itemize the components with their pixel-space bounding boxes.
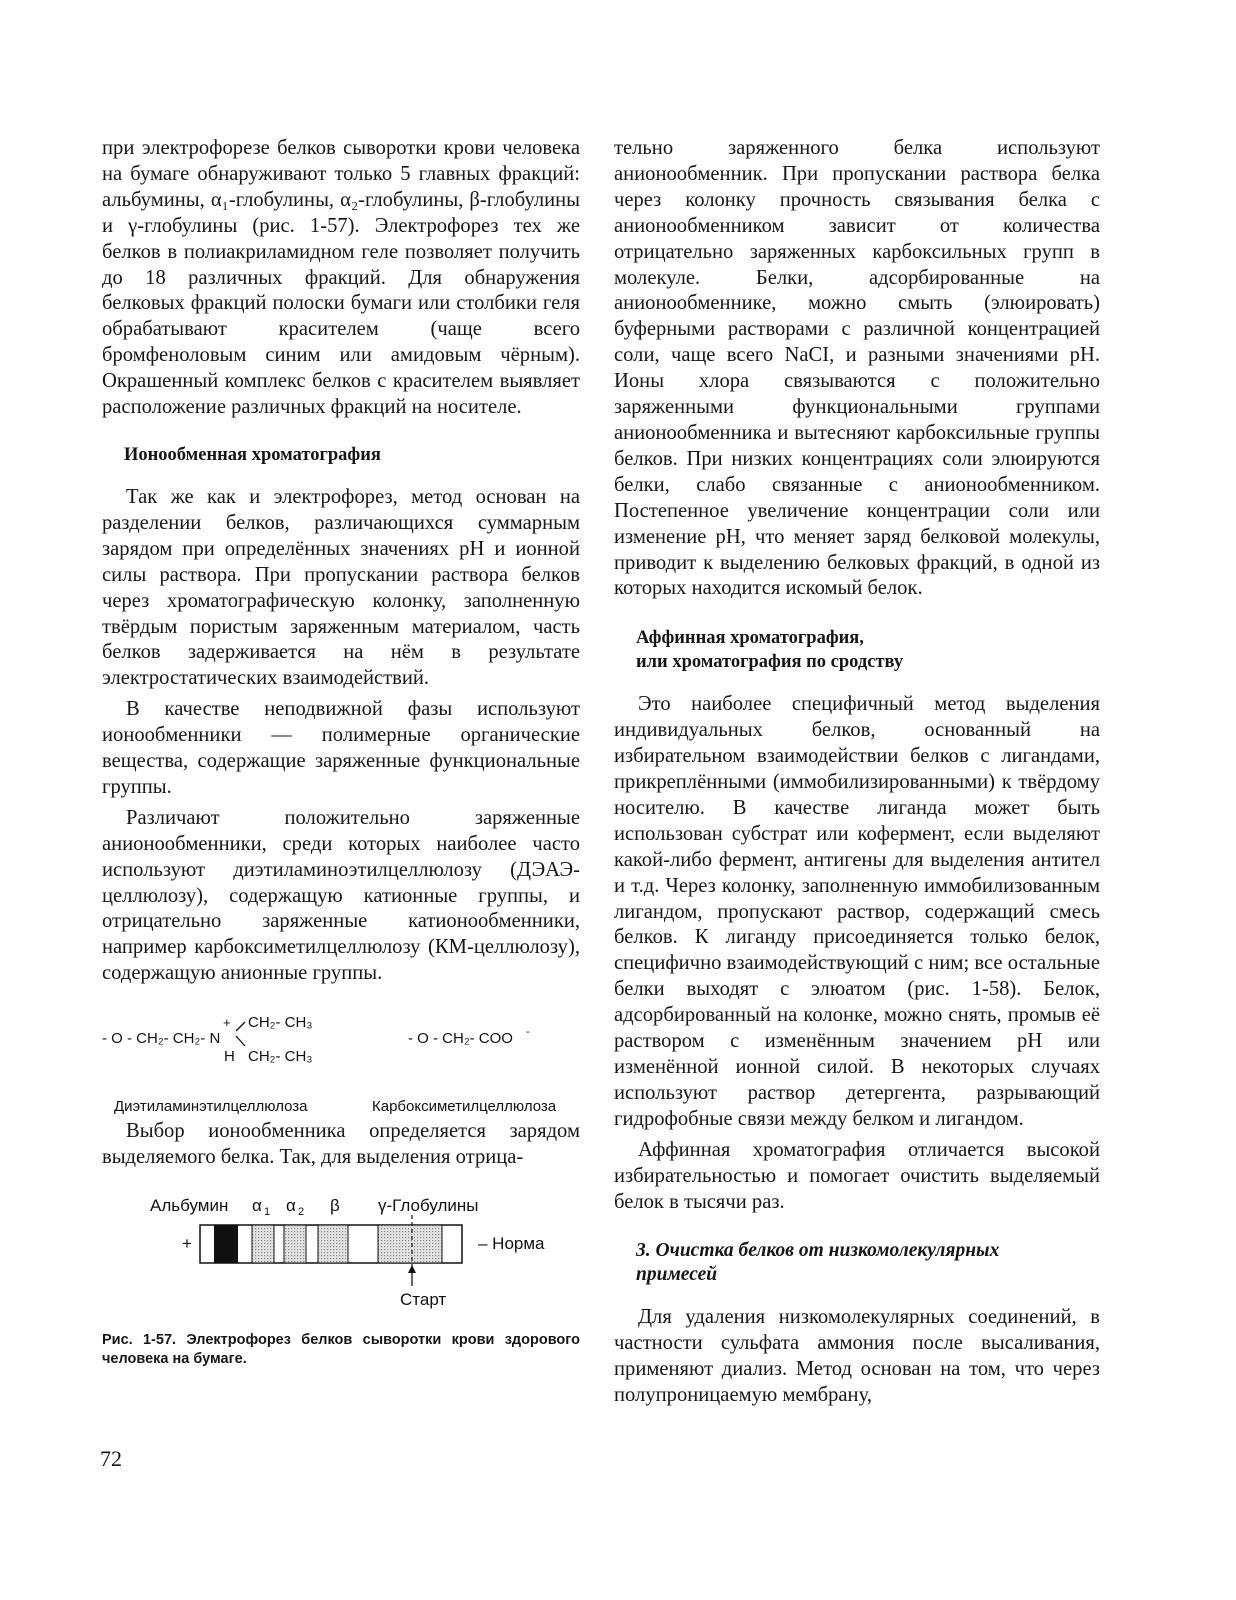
cm-label: Карбоксиметилцеллюлоза: [372, 1098, 557, 1116]
label-alpha2: α: [286, 1196, 296, 1215]
label-beta: β: [330, 1196, 340, 1215]
left-column: [102, 136, 580, 1369]
paragraph-ion-exchange-method: Так же как и электрофорез, метод основан на разделении белков, различающихся суммарным зарядом при определённых значениях pH и ионной силы раствора. При пропускании раствора белков через хроматографическую колонку, заполненную твёрдым пористым заряженным материалом, часть белков задерживается на нём в результате электростатических взаимодействий.: [102, 485, 580, 690]
cm-chain: - O - CH₂- COO: [408, 1030, 513, 1048]
right-column: [614, 136, 1100, 1409]
heading-affinity-line-1: Аффинная хроматография,: [636, 628, 864, 649]
label-norm: – Норма: [478, 1234, 545, 1253]
label-alpha1-sub: 1: [264, 1206, 271, 1218]
electrophoresis-figure: [102, 1189, 580, 1327]
figure-caption: Рис. 1-57. Электрофорез белков сыворотки крови здорового человека на бумаге.: [102, 1332, 580, 1367]
paragraph-electrophoresis-end: при электрофорезе белков сыворотки крови человека на бумаге обнаруживают только 5 главных фракций: альбумины, α₁-глобулины, α₂-глобулины, β-глобулины и γ-глобулины (рис. 1-57). Электрофорез тех же белков в полиакриламидном геле позволяет получить до 18 различных фракций. Для обнаружения белковых фракций полоски бумаги или столбики геля обрабатывают красителем (чаще всего бромфеноловым синим или амидовым чёрным). Окрашенный комплекс белков с красителем выявляет расположение различных фракций на носителе.: [102, 137, 580, 419]
heading-affinity-line-2: или хроматография по сродству: [636, 652, 904, 673]
paragraph-affinity-method: Это наиболее специфичный метод выделения индивидуальных белков, основанный на избирательном взаимодействии белков с лигандами, прикреплёнными (иммобилизированными) к твёрдому носителю. В качестве лиганда может быть использован субстрат или кофермент, если выделяют какой-либо фермент, антигены для выделения антител и т.д. Через колонку, заполненную иммобилизованным лигандом, пропускают раствор, содержащий смесь белков. К лиганду присоединяется только белок, специфично взаимодействующий с ним; все остальные белки выходят с элюатом (рис. 1-58). Белок, адсорбированный на колонке, можно снять, промыв её раствором с изменённым значением pH или изменённой ионной силой. В некоторых случаях используют раствор детергента, разрывающий гидрофобные связи между белком и лигандом.: [614, 693, 1100, 1130]
heading-purification-line-1: 3. Очистка белков от низкомолекулярных: [636, 1240, 1000, 1262]
formula-diagram: [102, 1007, 580, 1119]
deae-h: H: [224, 1048, 235, 1066]
cm-minus: -: [526, 1026, 530, 1039]
paragraph-exchanger-types: Различают положительно заряженные анионообменники, среди которых наиболее часто используют диэтиламиноэтилцеллюлозу (ДЭАЭ-целлюлозу), содержащую катионные группы, и отрицательно заряженные катионообменники, например карбоксиметилцеллюлозу (КМ-целлюлозу), содержащую анионные группы.: [102, 806, 580, 985]
band-alpha2: [284, 1225, 306, 1263]
label-gamma: γ-Глобулины: [378, 1196, 479, 1215]
band-alpha1: [252, 1225, 274, 1263]
heading-purification-line-2: примесей: [636, 1264, 718, 1286]
label-plus-pole: +: [182, 1234, 192, 1253]
deae-plus: +: [223, 1015, 231, 1031]
label-alpha2-sub: 2: [298, 1206, 305, 1218]
deae-label: Диэтиламинэтилцеллюлоза: [114, 1098, 308, 1116]
bond-upper: [236, 1022, 245, 1031]
heading-ion-exchange: Ионообменная хроматография: [124, 444, 381, 465]
paragraph-exchanger-choice: Выбор ионообменника определяется зарядом выделяемого белка. Так, для выделения отрица-: [102, 1120, 580, 1169]
paragraph-dialysis: Для удаления низкомолекулярных соединений, в частности сульфата аммония после высаливания, применяют диализ. Метод основан на том, что через полупроницаемую мембрану,: [614, 1306, 1100, 1407]
paragraph-affinity-selectivity: Аффинная хроматография отличается высокой избирательностью и помогает очистить выделяемый белок в тысячи раз.: [614, 1138, 1100, 1213]
label-alpha1: α: [252, 1196, 262, 1215]
band-albumin: [214, 1225, 238, 1263]
label-albumin: Альбумин: [150, 1196, 229, 1215]
page-number: 72: [100, 1446, 122, 1471]
deae-chain: - O - CH₂- CH₂- N: [102, 1030, 221, 1048]
paragraph-stationary-phase: В качестве неподвижной фазы используют ионообменники — полимерные органические вещества, содержащие заряженные функциональные группы.: [102, 698, 580, 798]
heading-affinity: [636, 626, 1100, 674]
band-beta: [318, 1225, 348, 1263]
electrophoresis-strip-diagram: [102, 1189, 580, 1327]
heading-purification: [636, 1239, 1100, 1287]
band-gamma: [378, 1225, 442, 1263]
bond-lower: [236, 1036, 245, 1046]
paragraph-anion-exchange: тельно заряженного белка используют анионообменник. При пропускании раствора белка через колонку прочность связывания белка с анионообменником зависит от количества отрицательно заряженных карбоксильных групп в молекуле. Белки, адсорбированные на анионообменнике, можно смыть (элюировать) буферными растворами с различной концентрацией соли, чаще всего NaCI, и разными значениями pH. Ионы хлора связываются с положительно заряженными функциональными группами анионообменника и вытесняют карбоксильные группы белков. При низких концентрациях соли элюируются белки, слабо связанные с анионообменником. Постепенное увеличение концентрации соли или изменение pH, что меняет заряд белковой молекулы, приводит к выделению белковых фракций, в одной из которых находится искомый белок.: [614, 137, 1100, 600]
deae-ethyl-2: CH₂- CH₃: [248, 1048, 313, 1066]
label-start: Старт: [400, 1290, 447, 1309]
start-arrow-head: [408, 1265, 416, 1273]
deae-ethyl-1: CH₂- CH₃: [248, 1014, 313, 1032]
chemical-formulas: [102, 1007, 580, 1119]
